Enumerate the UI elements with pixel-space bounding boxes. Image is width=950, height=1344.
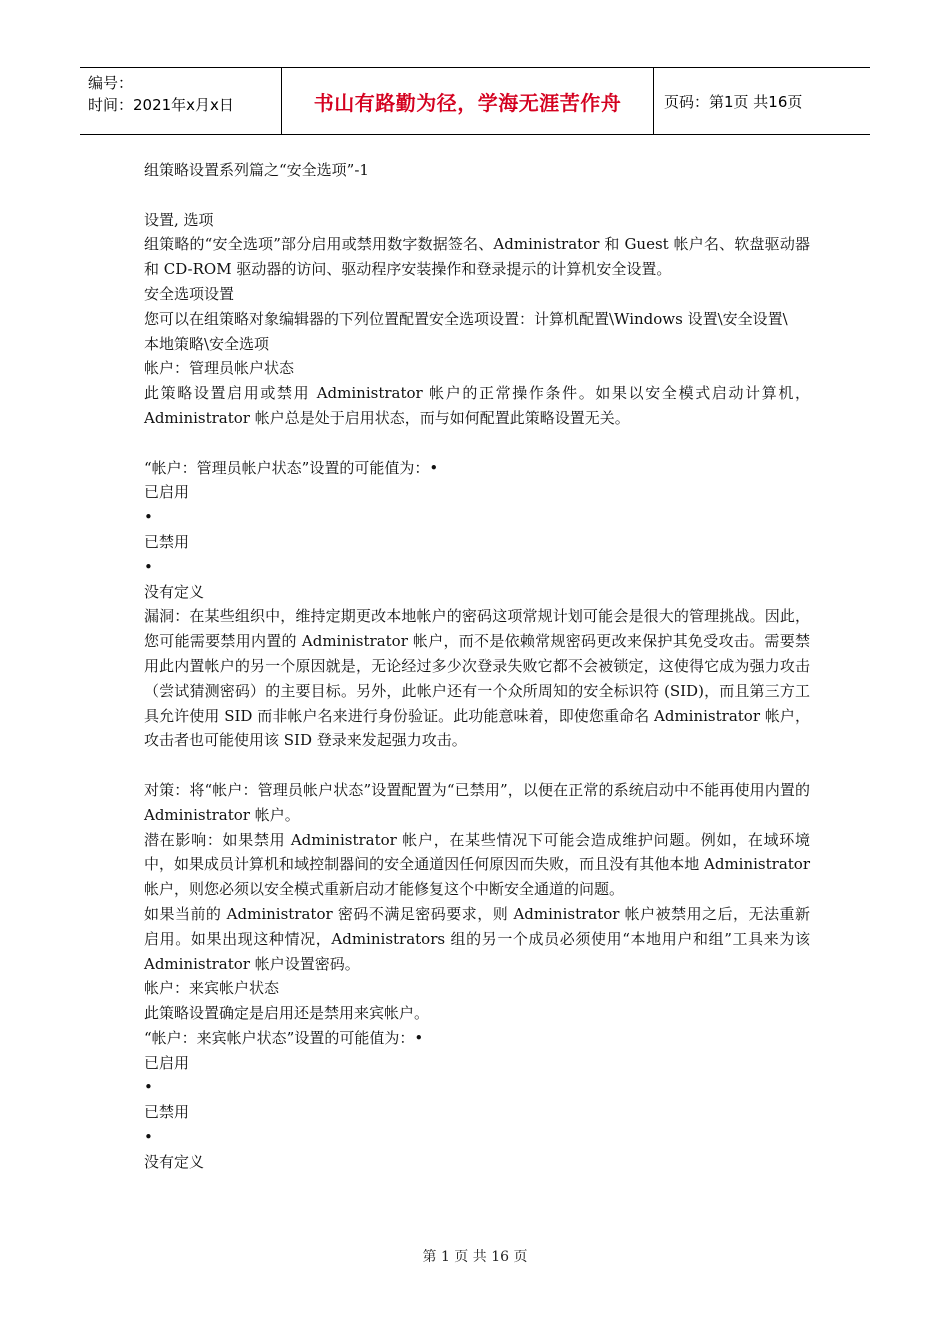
paragraph: 帐户：来宾帐户状态 [144, 979, 280, 998]
paragraph: 漏洞：在某些组织中，维持定期更改本地帐户的密码这项常规计划可能会是很大的管理挑战。因此，您可能需要禁用内置的 Administrator 帐户，而不是依赖常规密码更改来保护其免受攻击。需要禁用此内置帐户的另一个原因就是，无论经过多少次登录失败它都不会被锁定，这使得它成为强力攻击（尝试猜测密码）的主要目标。另外，此帐户还有一个众所周知的安全标识符 (SID)，而且第三方工具允许使用 SID 而非帐户名来进行身份验证。此功能意味着，即使您重命名 Administrator 帐户，攻击者也可能使用该 SID 登录来发起强力攻击。 [144, 607, 810, 750]
paragraph: 帐户：管理员帐户状态 [144, 359, 295, 378]
paragraph: “帐户：来宾帐户状态”设置的可能值为：• [144, 1028, 424, 1047]
paragraph: 您可以在组策略对象编辑器的下列位置配置安全选项设置：计算机配置\Windows 设置\安全设置\ [144, 309, 788, 328]
paragraph: 此策略设置确定是启用还是禁用来宾帐户。 [144, 1004, 430, 1023]
number-label: 编号： [88, 74, 134, 92]
paragraph-spacer [144, 431, 810, 456]
paragraph: 组策略设置系列篇之“安全选项”-1 [144, 161, 369, 179]
paragraph: 组策略的“安全选项”部分启用或禁用数字数据签名、Administrator 和 Guest 帐户名、软盘驱动器和 CD-ROM 驱动器的访问、驱动程序安装操作和登录提示的计算机安全设置。 [144, 235, 810, 279]
page-footer: 第 1 页 共 16 页 [422, 1249, 528, 1265]
paragraph: 没有定义 [144, 1152, 205, 1171]
paragraph: • [144, 1078, 153, 1097]
paragraph: 已启用 [144, 1053, 190, 1072]
time-label: 时间：2021年x月x日 [88, 96, 234, 114]
paragraph: “帐户：管理员帐户状态”设置的可能值为：• [144, 458, 439, 477]
paragraph: 潜在影响：如果禁用 Administrator 帐户，在某些情况下可能会造成维护问题。例如，在域环境中，如果成员计算机和域控制器间的安全通道因任何原因而失败，而且没有其他本地 Administrator 帐户，则您必须以安全模式重新启动才能修复这个中断安全通道的问题。 [144, 830, 810, 899]
paragraph: 设置, 选项 [144, 210, 214, 229]
paragraph: 安全选项设置 [144, 284, 235, 303]
page-header [80, 67, 870, 135]
paragraph-spacer [144, 753, 810, 778]
paragraph: 本地策略\安全选项 [144, 334, 270, 353]
paragraph: 已启用 [144, 483, 190, 502]
header-motto: 书山有路勤为径，学海无涯苦作舟 [282, 68, 654, 134]
paragraph: 对策：将“帐户：管理员帐户状态”设置配置为“已禁用”，以便在正常的系统启动中不能再使用内置的 Administrator 帐户。 [144, 780, 810, 824]
paragraph: 已禁用 [144, 1103, 190, 1122]
paragraph-spacer [144, 183, 810, 208]
header-page-info: 页码：第1页 共16页 [664, 92, 803, 111]
paragraph: 没有定义 [144, 582, 205, 601]
paragraph: • [144, 508, 153, 527]
header-meta [80, 68, 282, 134]
paragraph: • [144, 557, 153, 576]
paragraph: 如果当前的 Administrator 密码不满足密码要求，则 Administrator 帐户被禁用之后，无法重新启用。如果出现这种情况，Administrators 组的另一个成员必须使用“本地用户和组”工具来为该 Administrator 帐户设置密码。 [144, 904, 810, 973]
paragraph: • [144, 1128, 153, 1147]
paragraph: 此策略设置启用或禁用 Administrator 帐户的正常操作条件。如果以安全模式启动计算机，Administrator 帐户总是处于启用状态，而与如何配置此策略设置无关。 [144, 384, 810, 427]
document-body [144, 158, 810, 1175]
paragraph: 已禁用 [144, 532, 190, 551]
